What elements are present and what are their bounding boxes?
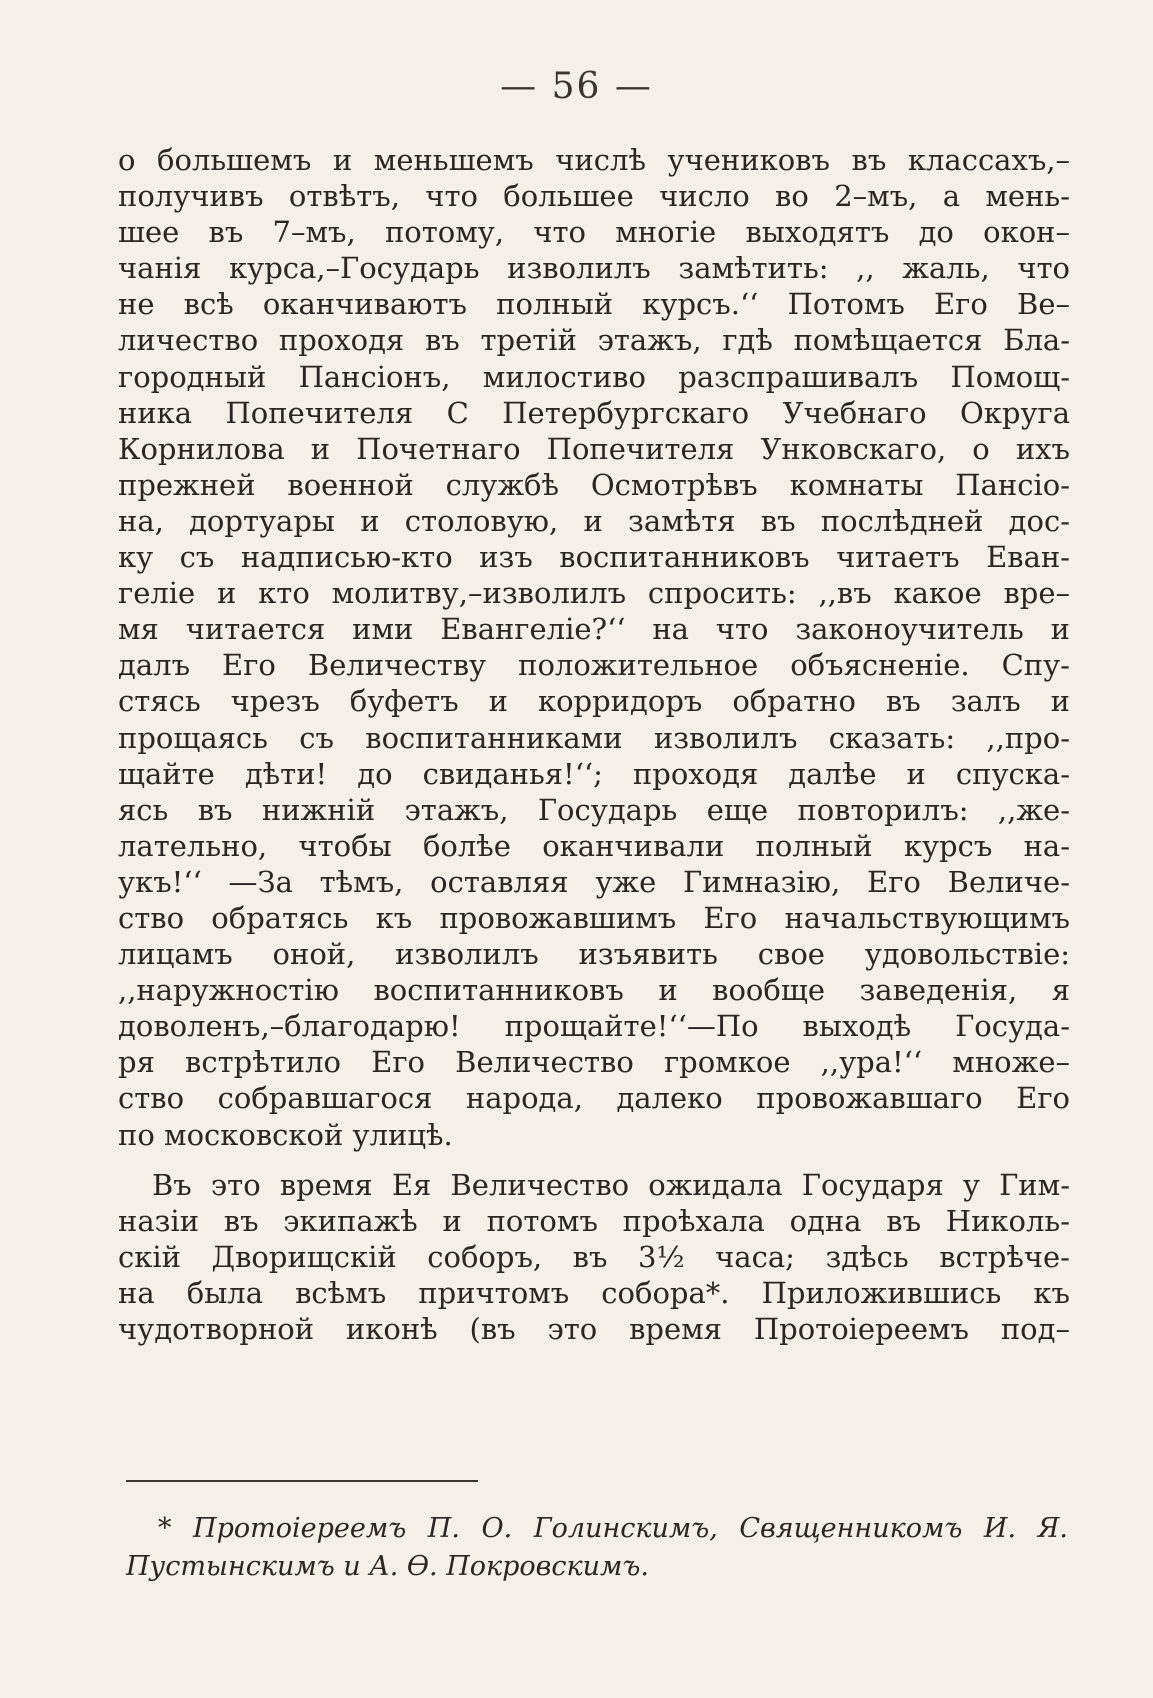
text-line: назіи въ экипажѣ и потомъ проѣхала одна въ Николь- [118, 1203, 1070, 1238]
main-text [118, 142, 1070, 1347]
text-line: личество проходя въ третій этажъ, гдѣ помѣщается Бла- [118, 323, 1070, 358]
text-line: Въ это время Ея Величество ожидала Государя у Гим- [152, 1167, 1070, 1202]
footnote-line: * Протоіереемъ П. О. Голинскимъ, Священникомъ И. Я. [158, 1513, 1068, 1544]
text-line: геліе и кто молитву,–изволилъ спросить: ,,въ какое вре– [118, 576, 1070, 611]
text-line: щайте дѣти! до свиданья!‘‘; проходя далѣе и спуска- [118, 756, 1070, 791]
text-line: не всѣ оканчиваютъ полный курсъ.‘‘ Потомъ Его Ве– [118, 287, 1070, 322]
text-line: стясь чрезъ буфетъ и корридоръ обратно въ залъ и [118, 684, 1070, 719]
text-line: ря встрѣтило Его Величество громкое ,,ура!‘‘ множе– [118, 1045, 1070, 1080]
text-line: прежней военной службѣ Осмотрѣвъ комнаты Пансіо- [118, 467, 1070, 502]
text-line: Корнилова и Почетнаго Попечителя Унковскаго, о ихъ [118, 431, 1070, 466]
text-line: ,,наружностію воспитанниковъ и вообще заведенія, я [118, 973, 1070, 1008]
text-line: чанія курса,–Государь изволилъ замѣтить: ,, жаль, что [118, 251, 1070, 286]
text-line: далъ Его Величеству положительное объясненіе. Спу- [118, 648, 1070, 683]
text-line: городный Пансіонъ, милостиво разспрашивалъ Помощ- [118, 359, 1070, 394]
page-number: — 56 — [500, 66, 653, 107]
text-line: ку съ надписью-кто изъ воспитанниковъ читаетъ Еван- [118, 540, 1070, 575]
footnote-divider [126, 1480, 478, 1482]
text-line: шее въ 7–мъ, потому, что многіе выходятъ до окон– [118, 215, 1070, 250]
text-line: ство обратясь къ провожавшимъ Его начальствующимъ [118, 900, 1070, 935]
text-line: ясь въ нижній этажъ, Государь еще повторилъ: ,,же- [118, 792, 1070, 827]
paragraph-1 [118, 142, 1070, 1153]
text-line: о большемъ и меньшемъ числѣ учениковъ въ классахъ,– [118, 143, 1070, 177]
text-line: получивъ отвѣтъ, что большее число во 2–мъ, а мень- [118, 179, 1070, 214]
footnote [126, 1510, 1068, 1586]
text-line: скій Дворищскій соборъ, въ 3½ часа; здѣсь встрѣче- [118, 1239, 1070, 1274]
text-line: на, дортуары и столовую, и замѣтя въ послѣдней дос- [118, 503, 1070, 538]
text-line: чудотворной иконѣ (въ это время Протоіереемъ под– [118, 1312, 1070, 1346]
text-line: по московской улицѣ. [118, 1117, 453, 1152]
text-line: мя читается ими Евангеліе?‘‘ на что законоучитель и [118, 612, 1070, 647]
text-line: прощаясь съ воспитанниками изволилъ сказать: ,,про- [118, 720, 1070, 755]
text-line: ника Попечителя С Петербургскаго Учебнаго Округа [118, 395, 1070, 430]
text-line: укъ!‘‘ —За тѣмъ, оставляя уже Гимназію, Его Величе- [118, 864, 1070, 899]
paragraph-spacer [118, 1153, 1070, 1167]
text-line: ство собравшагося народа, далеко провожавшаго Его [118, 1081, 1070, 1116]
footnote-line: Пустынскимъ и А. Ѳ. Покровскимъ. [126, 1551, 649, 1582]
text-line: доволенъ,–благодарю! прощайте!‘‘—По выходѣ Госуда- [118, 1009, 1070, 1044]
text-line: лицамъ оной, изволилъ изъявить свое удовольствіе: [118, 937, 1070, 972]
text-line: лательно, чтобы болѣе оканчивали полный курсъ на- [118, 828, 1070, 863]
paragraph-2 [118, 1167, 1070, 1347]
text-line: на была всѣмъ причтомъ собора*. Приложившись къ [118, 1275, 1070, 1310]
